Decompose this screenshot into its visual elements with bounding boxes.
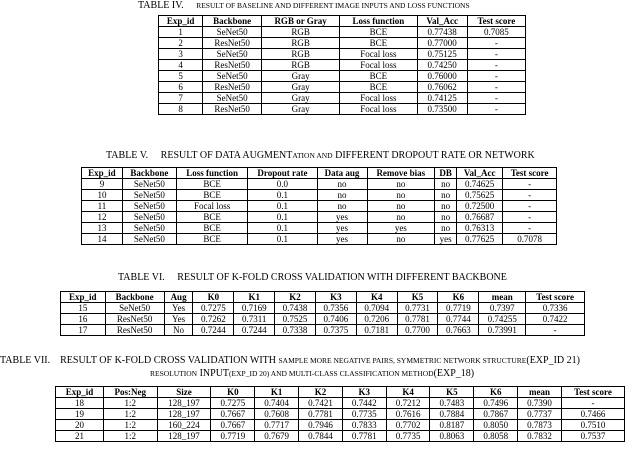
table7-cell: 0.7442: [342, 398, 386, 409]
table7-header-cell: K3: [342, 387, 386, 398]
table6-cell: 0.7375: [315, 325, 356, 336]
table7-cell: 1:2: [103, 409, 157, 420]
table4-cell: 6: [159, 82, 203, 93]
table6-caption: [118, 272, 507, 283]
table4-cell: BCE: [340, 27, 417, 38]
table6-cell: 0.7169: [234, 303, 275, 314]
table6-caption-title: RESULT OF K-FOLD CROSS VALIDATION WITH DIFFERENT BACKBONE: [177, 272, 507, 283]
table5-header-cell: Backbone: [122, 168, 176, 179]
table6-cell: 0.7181: [356, 325, 397, 336]
table7-cell: 0.7833: [342, 420, 386, 431]
table4-header-cell: RGB or Gray: [262, 16, 340, 27]
table7-cell: 0.7873: [518, 420, 562, 431]
table4-cell: BCE: [340, 38, 417, 49]
table7-cell: 0.8058: [474, 431, 518, 442]
table5-cell: SeNet50: [122, 234, 176, 245]
table4-cell: RGB: [262, 38, 340, 49]
table6-cell: 15: [61, 303, 106, 314]
table-row: [159, 60, 526, 71]
table4-cell: -: [467, 93, 525, 104]
table5-cell: no: [317, 201, 367, 212]
table5-cell: 0.7078: [503, 234, 557, 245]
table4-cell: 5: [159, 71, 203, 82]
table4-cell: Focal loss: [340, 93, 417, 104]
table5-header-cell: Data aug: [317, 168, 367, 179]
table-row: [159, 104, 526, 115]
table5-caption: [106, 150, 535, 161]
table5-cell: yes: [435, 234, 457, 245]
table4-cell: 0.74250: [417, 60, 467, 71]
table5-cell: Focal loss: [176, 201, 247, 212]
table6-cell: 0.7781: [397, 314, 438, 325]
table5-cell: 0.72500: [457, 201, 503, 212]
table7-header-cell: K2: [299, 387, 343, 398]
table4-cell: -: [467, 82, 525, 93]
table4-cell: BCE: [340, 82, 417, 93]
table4-cell: 4: [159, 60, 203, 71]
table6: [60, 291, 585, 336]
table7-cell: 0.7719: [211, 431, 255, 442]
table6-header-cell: mean: [479, 292, 526, 303]
table5-cell: no: [435, 179, 457, 190]
table6-header-cell: K2: [275, 292, 316, 303]
table6-cell: 0.7244: [193, 325, 234, 336]
table6-cell: 0.7663: [438, 325, 479, 336]
table5-header-cell: Val_Acc: [457, 168, 503, 179]
table7-header-cell: Size: [157, 387, 211, 398]
table4-cell: SeNet50: [203, 71, 262, 82]
table4-cell: ResNet50: [203, 82, 262, 93]
table4-cell: 0.77000: [417, 38, 467, 49]
table7-cell: 128_197: [157, 431, 211, 442]
table5-cell: -: [503, 223, 557, 234]
table6-header-cell: K1: [234, 292, 275, 303]
table4-cell: 0.73500: [417, 104, 467, 115]
table5-cell: 14: [82, 234, 123, 245]
table7-header-cell: K6: [474, 387, 518, 398]
table6-cell: ResNet50: [105, 314, 164, 325]
table6-header-row: [61, 292, 585, 303]
table5-cell: -: [503, 212, 557, 223]
table5: [81, 167, 557, 245]
table6-cell: ResNet50: [105, 325, 164, 336]
table5-cell: BCE: [176, 223, 247, 234]
table7-cell: 0.7212: [386, 398, 430, 409]
table7-cell: -: [561, 398, 624, 409]
table4-cell: Focal loss: [340, 60, 417, 71]
table6-cell: 0.7311: [234, 314, 275, 325]
table6-header-cell: Exp_id: [61, 292, 106, 303]
table4-cell: Focal loss: [340, 49, 417, 60]
table7-cell: 1:2: [103, 420, 157, 431]
table7-header-cell: K4: [386, 387, 430, 398]
table7-cell: 0.7832: [518, 431, 562, 442]
table5-cell: no: [435, 212, 457, 223]
table7-cell: 0.7667: [211, 409, 255, 420]
table7-cell: 19: [56, 409, 104, 420]
table4-cell: -: [467, 71, 525, 82]
table-row: [61, 314, 585, 325]
table7-cell: 0.7537: [561, 431, 624, 442]
table-row: [61, 303, 585, 314]
table-row: [159, 93, 526, 104]
table-row: [159, 49, 526, 60]
table6-cell: 0.7700: [397, 325, 438, 336]
table4-cell: Gray: [262, 82, 340, 93]
table5-cell: no: [435, 201, 457, 212]
table5-cell: BCE: [176, 234, 247, 245]
table4: [158, 15, 526, 115]
table7-cell: 0.7717: [255, 420, 299, 431]
table6-cell: 0.7206: [356, 314, 397, 325]
table7-cell: 0.8063: [430, 431, 474, 442]
table4-cell: Gray: [262, 71, 340, 82]
table4-cell: 0.76000: [417, 71, 467, 82]
table7-cell: 0.7679: [255, 431, 299, 442]
table4-cell: 8: [159, 104, 203, 115]
table6-cell: 0.7731: [397, 303, 438, 314]
table-row: [82, 190, 557, 201]
table6-cell: 0.7336: [526, 303, 585, 314]
table5-cell: -: [503, 201, 557, 212]
table4-cell: Focal loss: [340, 104, 417, 115]
table6-cell: 16: [61, 314, 106, 325]
table7-header-cell: K1: [255, 387, 299, 398]
table7-cell: 18: [56, 398, 104, 409]
table6-cell: 0.7406: [315, 314, 356, 325]
table4-caption-number: TABLE IV.: [138, 0, 184, 11]
table5-header-cell: Test score: [503, 168, 557, 179]
table4-cell: SeNet50: [203, 93, 262, 104]
table5-cell: -: [503, 179, 557, 190]
table5-caption-number: TABLE V.: [106, 150, 149, 161]
table6-cell: No: [164, 325, 193, 336]
table5-cell: 0.77625: [457, 234, 503, 245]
table7-cell: 0.8187: [430, 420, 474, 431]
table4-cell: ResNet50: [203, 60, 262, 71]
table7-cell: 0.7404: [255, 398, 299, 409]
table4-cell: -: [467, 49, 525, 60]
table-row: [56, 398, 625, 409]
table7-cell: 0.7483: [430, 398, 474, 409]
table-row: [61, 325, 585, 336]
table4-cell: -: [467, 60, 525, 71]
table5-cell: SeNet50: [122, 201, 176, 212]
table7-cell: 0.7946: [299, 420, 343, 431]
table-row: [56, 420, 625, 431]
table6-cell: 0.7422: [526, 314, 585, 325]
table-row: [56, 409, 625, 420]
table5-cell: 0.0: [248, 179, 317, 190]
table5-cell: 0.76687: [457, 212, 503, 223]
table6-header-cell: K3: [315, 292, 356, 303]
table-row: [159, 71, 526, 82]
table5-cell: no: [367, 212, 435, 223]
table6-cell: 17: [61, 325, 106, 336]
table4-caption: [138, 0, 470, 11]
table6-header-cell: K5: [397, 292, 438, 303]
table6-header-cell: K0: [193, 292, 234, 303]
table5-cell: yes: [317, 234, 367, 245]
table6-cell: 0.7275: [193, 303, 234, 314]
table7-header-cell: Pos:Neg: [103, 387, 157, 398]
table5-cell: 11: [82, 201, 123, 212]
table-row: [159, 27, 526, 38]
table7-cell: 0.7735: [386, 431, 430, 442]
table5-cell: BCE: [176, 190, 247, 201]
table7-header-cell: K0: [211, 387, 255, 398]
table5-header-cell: Exp_id: [82, 168, 123, 179]
table6-cell: 0.7744: [438, 314, 479, 325]
table5-cell: SeNet50: [122, 212, 176, 223]
table7-caption-line2: RESOLUTION INPUT(EXP_ID 20) AND MULTI-CLASS CLASSIFICATION METHOD(EXP_18): [150, 368, 475, 379]
table5-cell: 0.75625: [457, 190, 503, 201]
table7-header-cell: mean: [518, 387, 562, 398]
table4-cell: 3: [159, 49, 203, 60]
table7-cell: 0.7390: [518, 398, 562, 409]
table5-header-cell: Loss function: [176, 168, 247, 179]
table4-header-row: [159, 16, 526, 27]
table7-cell: 0.8050: [474, 420, 518, 431]
table6-header-cell: K6: [438, 292, 479, 303]
table7-cell: 160_224: [157, 420, 211, 431]
table6-cell: 0.7438: [275, 303, 316, 314]
table7-cell: 0.7781: [342, 431, 386, 442]
table7-cell: 1:2: [103, 398, 157, 409]
table4-cell: 0.74125: [417, 93, 467, 104]
table4-cell: SeNet50: [203, 27, 262, 38]
table4-cell: 7: [159, 93, 203, 104]
table6-caption-number: TABLE VI.: [118, 272, 165, 283]
table6-cell: 0.7338: [275, 325, 316, 336]
table4-caption-title: RESULT OF BASELINE AND DIFFERENT IMAGE INPUTS AND LOSS FUNCTIONS: [196, 1, 470, 10]
table4-cell: 0.75125: [417, 49, 467, 60]
table4-cell: 0.77438: [417, 27, 467, 38]
table5-cell: 0.1: [248, 234, 317, 245]
table5-header-row: [82, 168, 557, 179]
table-row: [82, 223, 557, 234]
table7-cell: 0.7466: [561, 409, 624, 420]
table5-cell: no: [435, 223, 457, 234]
table4-cell: -: [467, 104, 525, 115]
table4-cell: 0.76062: [417, 82, 467, 93]
table5-cell: SeNet50: [122, 223, 176, 234]
table5-cell: no: [367, 179, 435, 190]
table5-body: [82, 179, 557, 245]
table6-cell: 0.7356: [315, 303, 356, 314]
table4-cell: RGB: [262, 49, 340, 60]
table7-caption-number: TABLE VII.: [0, 355, 51, 366]
table6-cell: Yes: [164, 314, 193, 325]
table7-header-cell: K5: [430, 387, 474, 398]
table7-cell: 0.7616: [386, 409, 430, 420]
table5-cell: yes: [367, 223, 435, 234]
table5-header-cell: Dropout rate: [248, 168, 317, 179]
table7-cell: 0.7510: [561, 420, 624, 431]
table7-header-cell: Exp_id: [56, 387, 104, 398]
table4-cell: RGB: [262, 60, 340, 71]
table6-header-cell: Backbone: [105, 292, 164, 303]
table6-cell: SeNet50: [105, 303, 164, 314]
table5-cell: no: [367, 190, 435, 201]
table4-cell: ResNet50: [203, 38, 262, 49]
table5-cell: 0.1: [248, 201, 317, 212]
table5-cell: 0.1: [248, 212, 317, 223]
table5-header-cell: DB: [435, 168, 457, 179]
table4-header-cell: Val_Acc: [417, 16, 467, 27]
table-row: [159, 82, 526, 93]
table4-header-cell: Exp_id: [159, 16, 203, 27]
table4-header-cell: Backbone: [203, 16, 262, 27]
table7-cell: 0.7781: [299, 409, 343, 420]
table7-cell: 0.7844: [299, 431, 343, 442]
table5-cell: yes: [317, 223, 367, 234]
table4-cell: RGB: [262, 27, 340, 38]
table6-cell: 0.7719: [438, 303, 479, 314]
table5-cell: 12: [82, 212, 123, 223]
table5-cell: 10: [82, 190, 123, 201]
table5-cell: no: [367, 234, 435, 245]
table7-caption: [0, 355, 580, 366]
table4-cell: 2: [159, 38, 203, 49]
table7-body: [56, 398, 625, 442]
table5-caption-title: RESULT OF DATA AUGMENTATION AND DIFFERENT DROPOUT RATE OR NETWORK: [160, 150, 535, 161]
table6-cell: 0.73991: [479, 325, 526, 336]
table6-cell: -: [526, 325, 585, 336]
table-row: [82, 212, 557, 223]
table-row: [159, 38, 526, 49]
table6-cell: 0.7094: [356, 303, 397, 314]
table7-cell: 0.7667: [211, 420, 255, 431]
table5-cell: -: [503, 190, 557, 201]
table7-cell: 21: [56, 431, 104, 442]
table4-cell: SeNet50: [203, 49, 262, 60]
table6-cell: 0.7525: [275, 314, 316, 325]
table-row: [56, 431, 625, 442]
table5-cell: 9: [82, 179, 123, 190]
table7-cell: 0.7867: [474, 409, 518, 420]
table6-body: [61, 303, 585, 336]
table7-cell: 0.7735: [342, 409, 386, 420]
table5-cell: 13: [82, 223, 123, 234]
table7-cell: 128_197: [157, 398, 211, 409]
table5-header-cell: Remove bias: [367, 168, 435, 179]
table4-body: [159, 27, 526, 115]
table5-cell: no: [367, 201, 435, 212]
table6-cell: 0.74255: [479, 314, 526, 325]
table5-cell: yes: [317, 212, 367, 223]
table4-header-cell: Loss function: [340, 16, 417, 27]
table4-cell: ResNet50: [203, 104, 262, 115]
table5-cell: 0.1: [248, 223, 317, 234]
table7-caption-title: RESULT OF K-FOLD CROSS VALIDATION WITH SAMPLE MORE NEGATIVE PAIRS, SYMMETRIC NETWORK STRUCTURE(EXP_ID 21): [60, 355, 580, 366]
table5-cell: 0.76313: [457, 223, 503, 234]
table5-cell: BCE: [176, 212, 247, 223]
table6-header-cell: Aug: [164, 292, 193, 303]
table7: [55, 386, 625, 442]
table5-cell: BCE: [176, 179, 247, 190]
table5-cell: 0.74625: [457, 179, 503, 190]
table5-cell: SeNet50: [122, 179, 176, 190]
table5-cell: no: [317, 179, 367, 190]
table7-cell: 0.7737: [518, 409, 562, 420]
table6-header-cell: K4: [356, 292, 397, 303]
table7-cell: 0.7496: [474, 398, 518, 409]
table4-cell: Gray: [262, 93, 340, 104]
table7-cell: 128_197: [157, 409, 211, 420]
table7-cell: 1:2: [103, 431, 157, 442]
table7-cell: 0.7702: [386, 420, 430, 431]
table4-cell: Gray: [262, 104, 340, 115]
table6-cell: 0.7244: [234, 325, 275, 336]
table7-cell: 0.7275: [211, 398, 255, 409]
table5-cell: 0.1: [248, 190, 317, 201]
table-row: [82, 179, 557, 190]
table4-cell: -: [467, 38, 525, 49]
table6-cell: Yes: [164, 303, 193, 314]
table5-cell: no: [317, 190, 367, 201]
table5-cell: SeNet50: [122, 190, 176, 201]
table7-cell: 20: [56, 420, 104, 431]
table4-cell: 1: [159, 27, 203, 38]
table7-cell: 0.7421: [299, 398, 343, 409]
table-row: [82, 201, 557, 212]
table6-cell: 0.7262: [193, 314, 234, 325]
table7-cell: 0.7608: [255, 409, 299, 420]
table6-cell: 0.7397: [479, 303, 526, 314]
table4-header-cell: Test score: [467, 16, 525, 27]
table7-header-row: [56, 387, 625, 398]
table4-cell: BCE: [340, 71, 417, 82]
table-row: [82, 234, 557, 245]
table7-cell: 0.7884: [430, 409, 474, 420]
table5-cell: no: [435, 190, 457, 201]
table4-cell: 0.7085: [467, 27, 525, 38]
table7-header-cell: Test score: [561, 387, 624, 398]
table6-header-cell: Test score: [526, 292, 585, 303]
